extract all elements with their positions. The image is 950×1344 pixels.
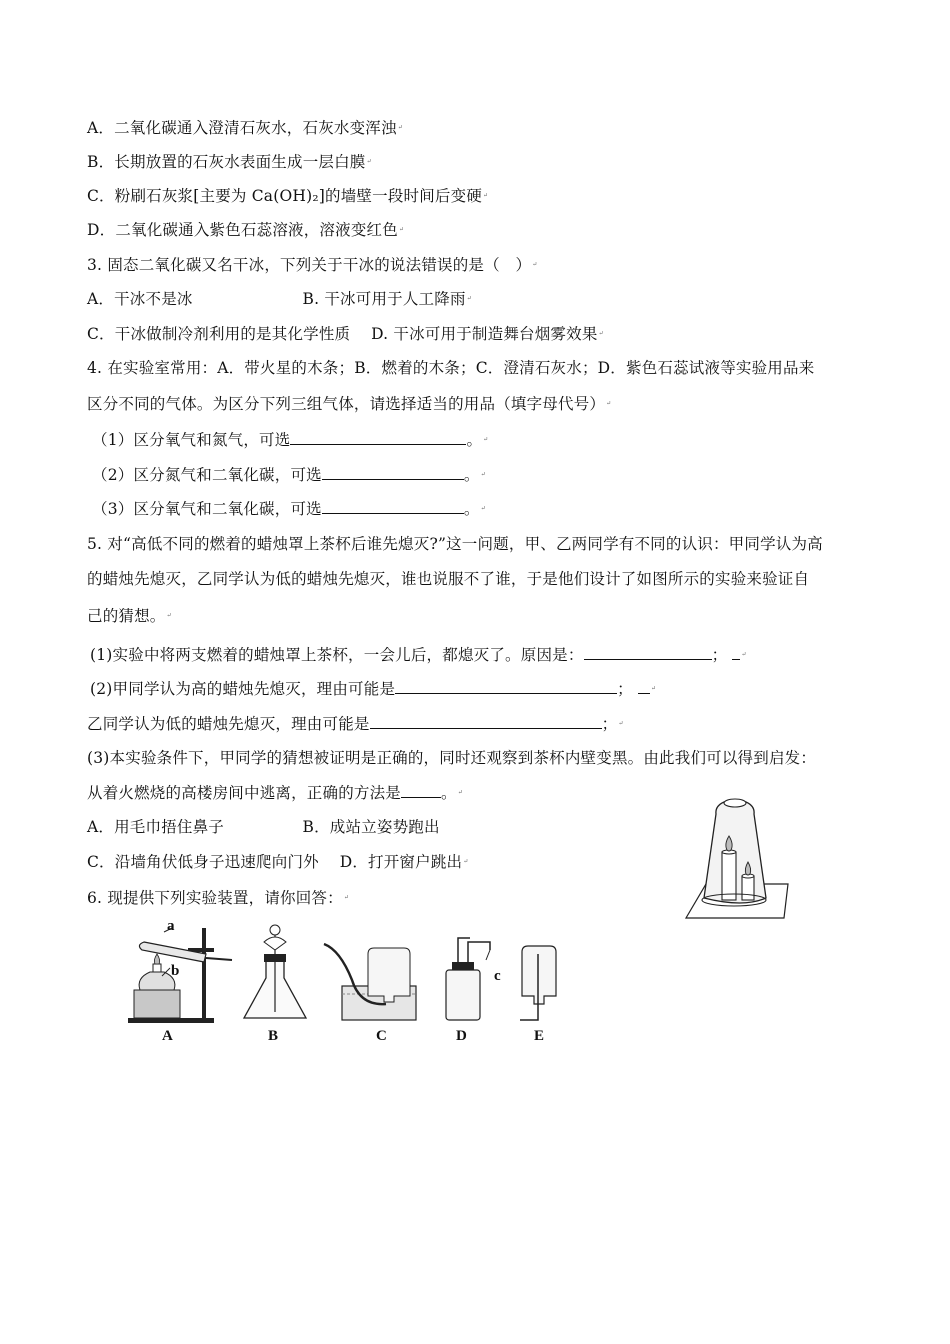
answer-blank[interactable] [401, 783, 441, 798]
q5-options-ab: A．用毛巾捂住鼻子 B．成站立姿势跑出 [87, 818, 440, 836]
part-label-b: b [171, 963, 180, 979]
part-label-c: c [494, 968, 501, 984]
apparatus-label-e: E [534, 1028, 545, 1044]
q4-stem-cont: 区分不同的气体。为区分下列三组气体，请选择适当的用品（填字母代号）↵ [87, 395, 612, 413]
q3-options-cd: C．干冰做制冷剂利用的是其化学性质 D. 干冰可用于制造舞台烟雾效果↵ [87, 325, 604, 343]
lab-apparatus-illustration [124, 920, 564, 1046]
answer-blank[interactable] [290, 430, 466, 445]
q4-part3: （3）区分氧气和二氧化碳，可选 。↵ [92, 500, 486, 518]
q5-part2b: 乙同学认为低的蜡烛先熄灭，理由可能是 ；↵ [87, 715, 624, 733]
q5-part3: (3)本实验条件下，甲同学的猜想被证明是正确的，同时还观察到茶杯内壁变黑。由此我们可以得到启发： [87, 749, 817, 767]
answer-blank[interactable] [732, 645, 740, 660]
q4-part1: （1）区分氧气和氮气，可选 。↵ [92, 431, 489, 449]
q6-stem: 6. 现提供下列实验装置，请你回答：↵ [87, 889, 350, 907]
apparatus-label-d: D [456, 1028, 467, 1044]
q5-part1: (1)实验中将两支燃着的蜡烛罩上茶杯，一会儿后，都熄灭了。原因是： ； ↵ [90, 646, 747, 664]
answer-blank[interactable] [322, 499, 464, 514]
apparatus-label-a: A [162, 1028, 173, 1044]
q3-options-ab: A．干冰不是冰 B. 干冰可用于人工降雨↵ [87, 290, 472, 308]
q2-option-c: C．粉刷石灰浆[主要为 Ca(OH)₂]的墙壁一段时间后变硬↵ [87, 187, 489, 205]
q2-option-d: D．二氧化碳通入紫色石蕊溶液，溶液变红色↵ [87, 221, 405, 239]
apparatus-a [128, 928, 232, 1023]
part-label-a: a [167, 920, 175, 934]
q5-part2: (2)甲同学认为高的蜡烛先熄灭，理由可能是 ； ↵ [90, 680, 657, 698]
answer-blank[interactable] [322, 465, 464, 480]
q2-option-b: B．长期放置的石灰水表面生成一层白膜↵ [87, 153, 372, 171]
apparatus-c [324, 944, 416, 1020]
apparatus-d [446, 938, 490, 1020]
apparatus-e [520, 946, 556, 1020]
q5-stem-cont2: 己的猜想。↵ [87, 607, 172, 625]
q5-stem: 5. 对“高低不同的燃着的蜡烛罩上茶杯后谁先熄灭?”这一问题，甲、乙两同学有不同的认识：甲同学认为高 [87, 535, 823, 553]
apparatus-label-c: C [376, 1028, 387, 1044]
answer-blank[interactable] [638, 679, 650, 694]
q5-options-cd: C．沿墙角伏低身子迅速爬向门外 D．打开窗户跳出↵ [87, 853, 469, 871]
q5-part3b: 从着火燃烧的高楼房间中逃离，正确的方法是 。↵ [87, 784, 463, 802]
answer-blank[interactable] [584, 645, 712, 660]
apparatus-label-b: B [268, 1028, 279, 1044]
apparatus-b [244, 925, 306, 1018]
q5-stem-cont1: 的蜡烛先熄灭，乙同学认为低的蜡烛先熄灭，谁也说服不了谁，于是他们设计了如图所示的实验来验证自 [87, 570, 810, 588]
q3-stem: 3. 固态二氧化碳又名干冰，下列关于干冰的说法错误的是（ ）↵ [87, 256, 538, 274]
q4-part2: （2）区分氮气和二氧化碳，可选 。↵ [92, 466, 486, 484]
candles-under-cup-illustration [684, 790, 800, 922]
q2-option-a: A．二氧化碳通入澄清石灰水，石灰水变浑浊↵ [87, 119, 403, 137]
q4-stem: 4. 在实验室常用：A．带火星的木条；B．燃着的木条；C．澄清石灰水；D．紫色石蕊试液等实验用品来 [87, 359, 815, 377]
answer-blank[interactable] [370, 714, 602, 729]
answer-blank[interactable] [395, 679, 617, 694]
